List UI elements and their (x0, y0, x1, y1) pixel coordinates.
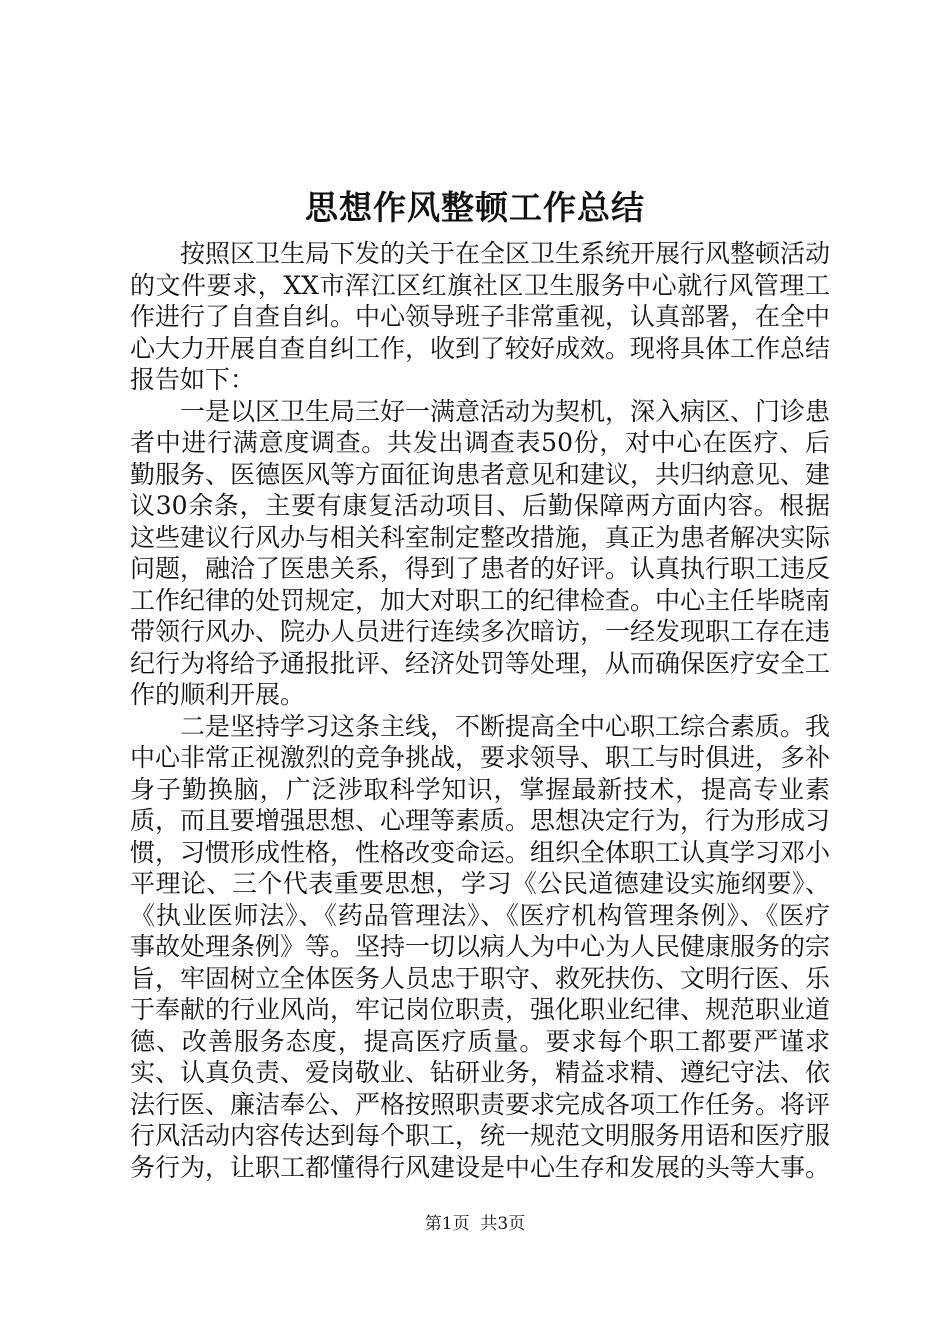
paragraph-intro: 按照区卫生局下发的关于在全区卫生系统开展行风整顿活动的文件要求，XX市浑江区红旗社区卫生服务中心就行风管理工作进行了自查自纠。中心领导班子非常重视，认真部署，在全中心大力开展自查自纠工作，收到了较好成效。现将具体工作总结报告如下： (130, 239, 831, 394)
paragraph-point-two: 二是坚持学习这条主线，不断提高全中心职工综合素质。我中心非常正视激烈的竞争挑战，要求领导、职工与时俱进，多补身子勤换脑，广泛涉取科学知识，掌握最新技术，提高专业素质，而且要增强思想、心理等素质。思想决定行为，行为形成习惯，习惯形成性格，性格改变命运。组织全体职工认真学习邓小平理论、三个代表重要思想，学习《公民道德建设实施纲要》、《执业医师法》、《药品管理法》、《医疗机构管理条例》、《医疗事故处理条例》等。坚持一切以病人为中心为人民健康服务的宗旨，牢固树立全体医务人员忠于职守、救死扶伤、文明行医、乐于奉献的行业风尚，牢记岗位职责，强化职业纪律、规范职业道德、改善服务态度，提高医疗质量。要求每个职工都要严谨求实、认真负责、爱岗敬业、钻研业务，精益求精、遵纪守法、依法行医、廉洁奉公、严格按照职责要求完成各项工作任务。将评行风活动内容传达到每个职工，统一规范文明服务用语和医疗服务行为，让职工都懂得行风建设是中心生存和发展的头等大事。 (130, 711, 831, 1182)
document-body (130, 238, 830, 1183)
page-number: 第1页 (424, 1214, 470, 1234)
page-total: 共3页 (480, 1214, 526, 1234)
page-footer (0, 1212, 950, 1236)
paragraph-point-one: 一是以区卫生局三好一满意活动为契机，深入病区、门诊患者中进行满意度调查。共发出调查表50份，对中心在医疗、后勤服务、医德医风等方面征询患者意见和建议，共归纳意见、建议30余条，主要有康复活动项目、后勤保障两方面内容。根据这些建议行风办与相关科室制定整改措施，真正为患者解决实际问题，融洽了医患关系，得到了患者的好评。认真执行职工违反工作纪律的处罚规定，加大对职工的纪律检查。中心主任毕晓南带领行风办、院办人员进行连续多次暗访，一经发现职工存在违纪行为将给予通报批评、经济处罚等处理，从而确保医疗安全工作的顺利开展。 (130, 396, 831, 709)
document-title: 思想作风整顿工作总结 (305, 188, 645, 227)
